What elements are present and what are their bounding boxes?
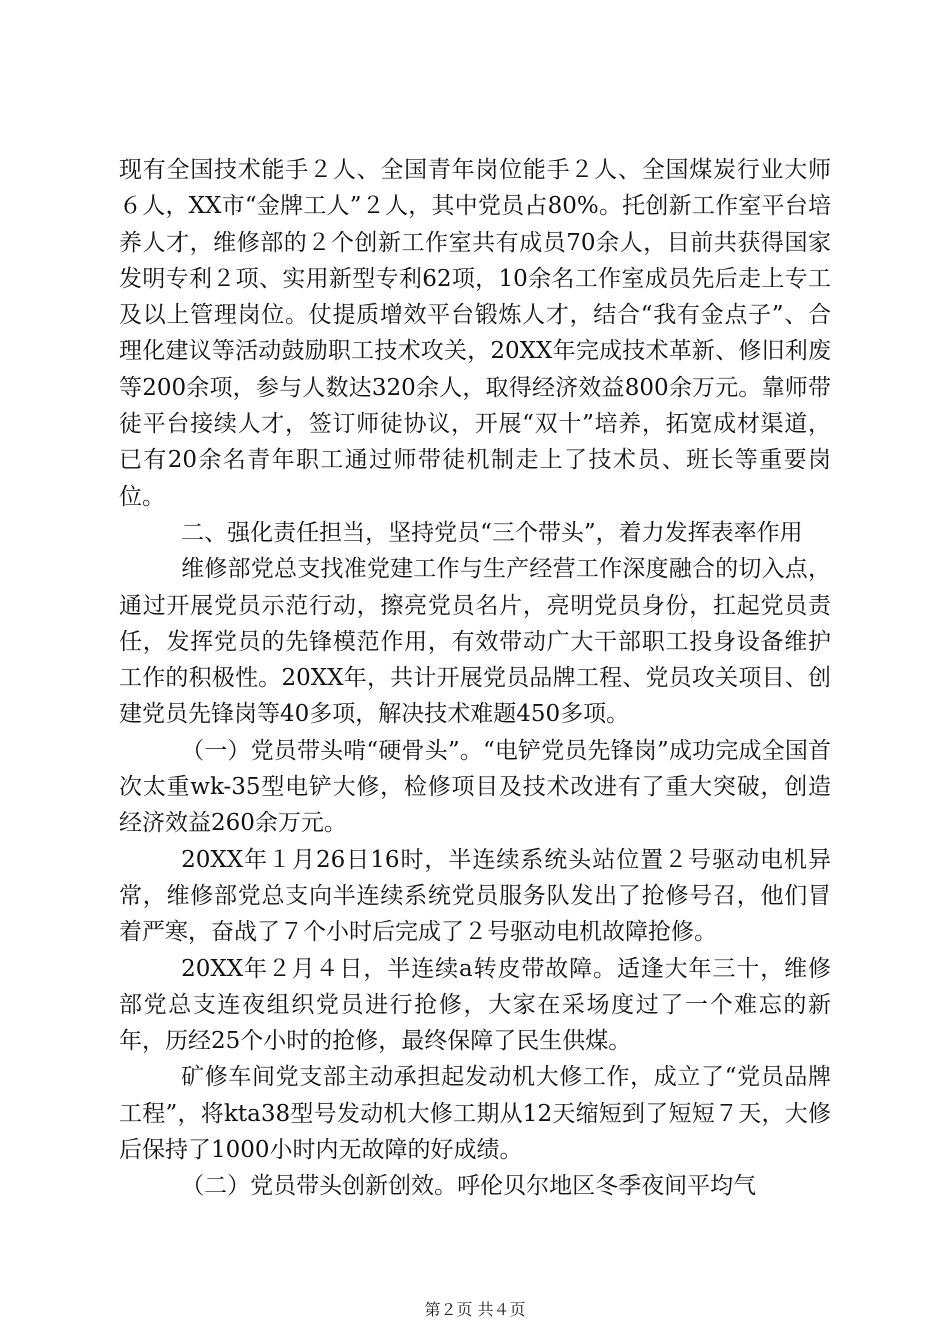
body-text	[119, 152, 831, 1205]
paragraph-5: 20XX年１月26日16时，半连续系统头站位置２号驱动电机异常，维修部党总支向半连续系统党员服务队发出了抢修号召，他们冒着严寒，奋战了７个小时后完成了２号驱动电机故障抢修。	[119, 846, 831, 946]
page-footer: 第２页 共４页	[424, 1300, 526, 1319]
section-heading: 二、强化责任担当，坚持党员“三个带头”，着力发挥表率作用	[181, 519, 803, 546]
paragraph-3: 维修部党总支找准党建工作与生产经营工作深度融合的切入点，通过开展党员示范行动，擦亮党员名片，亮明党员身份，扛起党员责任，发挥党员的先锋模范作用，有效带动广大干部职工投身设备维护工作的积极性。20XX年，共计开展党员品牌工程、党员攻关项目、创建党员先锋岗等40多项，解决技术难题450多项。	[119, 556, 831, 728]
paragraph-7: 矿修车间党支部主动承担起发动机大修工作，成立了“党员品牌工程”，将kta38型号发动机大修工期从12天缩短到了短短７天，大修后保持了1000小时内无故障的好成绩。	[119, 1064, 831, 1164]
subsection-heading-1: （一）党员带头啃“硬骨头”。“电铲党员先锋岗”成功完成全国首次太重wk-35型电铲大修，检修项目及技术改进有了重大突破，创造经济效益260余万元。	[119, 737, 831, 837]
subsection-heading-2: （二）党员带头创新创效。呼伦贝尔地区冬季夜间平均气	[181, 1173, 757, 1200]
paragraph-1: 现有全国技术能手２人、全国青年岗位能手２人、全国煤炭行业大师６人，XX市“金牌工人”２人，其中党员占80%。托创新工作室平台培养人才，维修部的２个创新工作室共有成员70余人，目前共获得国家发明专利２项、实用新型专利62项，10余名工作室成员先后走上专工及以上管理岗位。仗提质增效平台锻炼人才，结合“我有金点子”、合理化建议等活动鼓励职工技术攻关，20XX年完成技术革新、修旧利废等200余项，参与人数达320余人，取得经济效益800余万元。靠师带徒平台接续人才，签订师徒协议，开展“双十”培养，拓宽成材渠道，已有20余名青年职工通过师带徒机制走上了技术员、班长等重要岗位。	[119, 157, 831, 510]
paragraph-6: 20XX年２月４日，半连续a转皮带故障。适逢大年三十，维修部党总支连夜组织党员进行抢修，大家在采场度过了一个难忘的新年，历经25个小时的抢修，最终保障了民生供煤。	[119, 955, 831, 1055]
